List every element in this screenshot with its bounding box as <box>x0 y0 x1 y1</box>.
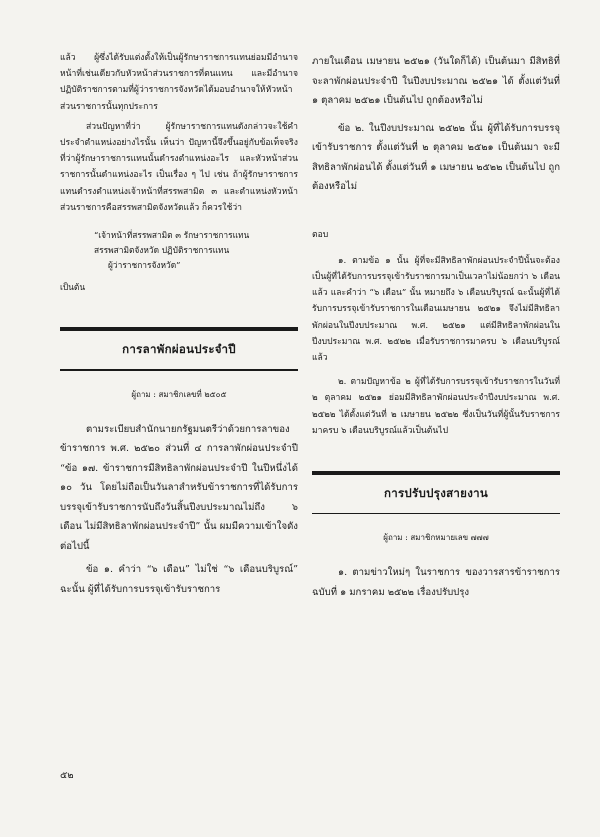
answer-label: ตอบ <box>312 229 329 240</box>
left-paragraph-2: ส่วนปัญหาที่ว่า ผู้รักษาราชการแทนดังกล่าวจะใช้คำประจำตำแหน่งอย่างไรนั้น เห็นว่า ปัญหานี้จึงขึ้นอยู่กับข้อเท็จจริงที่ว่าผู้รักษาราชการแทนนั้นดำรงตำแหน่งอะไร และหัวหน้าส่วนราชการนั้นดำแหน่งอะไร เป็นเรื่อง ๆ ไป เช่น ถ้าผู้รักษาราชการแทนดำรงตำแหน่งเจ้าหน้าที่สรรพสามิต ๓ และตำแหน่งหัวหน้าส่วนราชการคือสรรพสามิตจังหวัดแล้ว ก็ควรใช้ว่า <box>60 121 298 213</box>
asker-line: ผู้ถาม : สมาชิกหมายเลข ๗๗๗ <box>383 533 489 543</box>
left-column <box>60 0 298 599</box>
page-number: ๕๒ <box>60 770 74 781</box>
right-paragraph-1: ภายในเดือน เมษายน ๒๕๒๑ (วันใดก็ได้) เป็นต้นมา มีสิทธิที่จะลาพักผ่อนประจำปี ในปีงบประมาณ ๒๕๒๑ ได้ ตั้งแต่วันที่ ๑ ตุลาคม ๒๕๒๑ เป็นต้นไป ถูกต้องหรือไม่ <box>312 56 560 106</box>
section-rule-top <box>312 471 560 475</box>
right-body-paragraph-1: ๑. ตามข่าวใหม่ๆ ในราชการ ของวารสารข้าราชการฉบับที่ ๑ มกราคม ๒๕๒๒ เรื่องปรับปรุง <box>312 567 560 598</box>
quote-line: ผู้ว่าราชการจังหวัด” <box>108 260 181 271</box>
section-rule-bottom <box>312 513 560 514</box>
answer-paragraph-2: ๒. ตามปัญหาข้อ ๒ ผู้ที่ได้รับการบรรจุเข้ารับราชการในวันที่ ๒ ตุลาคม ๒๕๒๑ ย่อมมีสิทธิลาพักผ่อนประจำปีงบประมาณ พ.ศ. ๒๕๒๒ ได้ตั้งแต่วันที่ ๒ เมษายน ๒๕๒๒ ซึ่งเป็นวันที่ผู้นั้นรับราชการมาครบ ๖ เดือนบริบูรณ์แล้วเป็นต้นไป <box>312 377 560 436</box>
right-paragraph-2: ข้อ ๒. ในปีงบประมาณ ๒๕๒๒ นั้น ผู้ที่ได้รับการบรรจุเข้ารับราชการ ตั้งแต่วันที่ ๒ ตุลาคม ๒๕๒๑ เป็นต้นมา จะมีสิทธิลาพักผ่อนได้ ตั้งแต่วันที่ ๑ เมษายน ๒๕๒๒ เป็นต้นไป ถูกต้องหรือไม่ <box>312 122 560 192</box>
answer-paragraph-1: ๑. ตามข้อ ๑ นั้น ผู้ที่จะมีสิทธิลาพักผ่อนประจำปีนั้นจะต้องเป็นผู้ที่ได้รับการบรรจุเข้ารับราชการมาเป็นเวลาไม่น้อยกว่า ๖ เดือนแล้ว และคำว่า “๖ เดือน” นั้น หมายถึง ๖ เดือนบริบูรณ์ ฉะนั้นผู้ที่ได้รับการบรรจุเข้ารับราชการในเดือนเมษายน ๒๕๒๑ จึงไม่มีสิทธิลาพักผ่อนในปีงบประมาณ พ.ศ. ๒๕๒๑ แต่มีสิทธิลาพักผ่อนในปีงบประมาณ พ.ศ. ๒๕๒๒ เมื่อรับราชการมาครบ ๖ เดือนบริบูรณ์แล้ว <box>312 255 560 363</box>
quote-line: สรรพสามิตจังหวัด ปฏิบัติราชการแทน <box>94 245 230 256</box>
quote-end-text: เป็นต้น <box>60 282 86 293</box>
quoted-title <box>60 228 298 273</box>
left-paragraph-1: แล้ว ผู้ซึ่งได้รับแต่งตั้งให้เป็นผู้รักษาราชการแทนย่อมมีอำนาจหน้าที่เช่นเดียวกับหัวหน้าส่วนราชการที่ตนแทน และมีอำนาจปฏิบัติราชการตามที่ผู้ว่าราชการจังหวัดได้มอบอำนาจให้หัวหน้าส่วนราชการนั้นทุกประการ <box>60 53 298 112</box>
section-rule-top <box>60 327 298 331</box>
section-title-reorganize: การปรับปรุงสายงาน <box>383 485 489 500</box>
quote-line: “เจ้าหน้าที่สรรพสามิต ๓ รักษาราชการแทน <box>94 230 250 241</box>
right-column <box>312 0 560 602</box>
left-body-paragraph-1: ตามระเบียบสำนักนายกรัฐมนตรีว่าด้วยการลาของข้าราชการ พ.ศ. ๒๕๒๐ ส่วนที่ ๔ การลาพักผ่อนประจำปี “ข้อ ๑๗. ข้าราชการมีสิทธิลาพักผ่อนประจำปี ในปีหนึ่งได้ ๑๐ วัน โดยไม่ถือเป็นวันลาสำหรับข้าราชการที่ได้รับการบรรจุเข้ารับราชการนับถึงวันสิ้นปีงบประมาณไม่ถึง ๖ เดือน ไม่มีสิทธิลาพักผ่อนประจำปี” นั้น ผมมีความเข้าใจดังต่อไปนี้ <box>60 423 298 552</box>
asker-line: ผู้ถาม : สมาชิกเลขที่ ๒๕๐๕ <box>131 389 227 399</box>
section-title-leave: การลาพักผ่อนประจำปี <box>122 342 236 357</box>
section-rule-bottom <box>60 369 298 370</box>
left-body-paragraph-2: ข้อ ๑. คำว่า “๖ เดือน” ไม่ใช่ “๖ เดือนบริบูรณ์” ฉะนั้น ผู้ที่ได้รับการบรรจุเข้ารับราชการ <box>60 564 298 595</box>
